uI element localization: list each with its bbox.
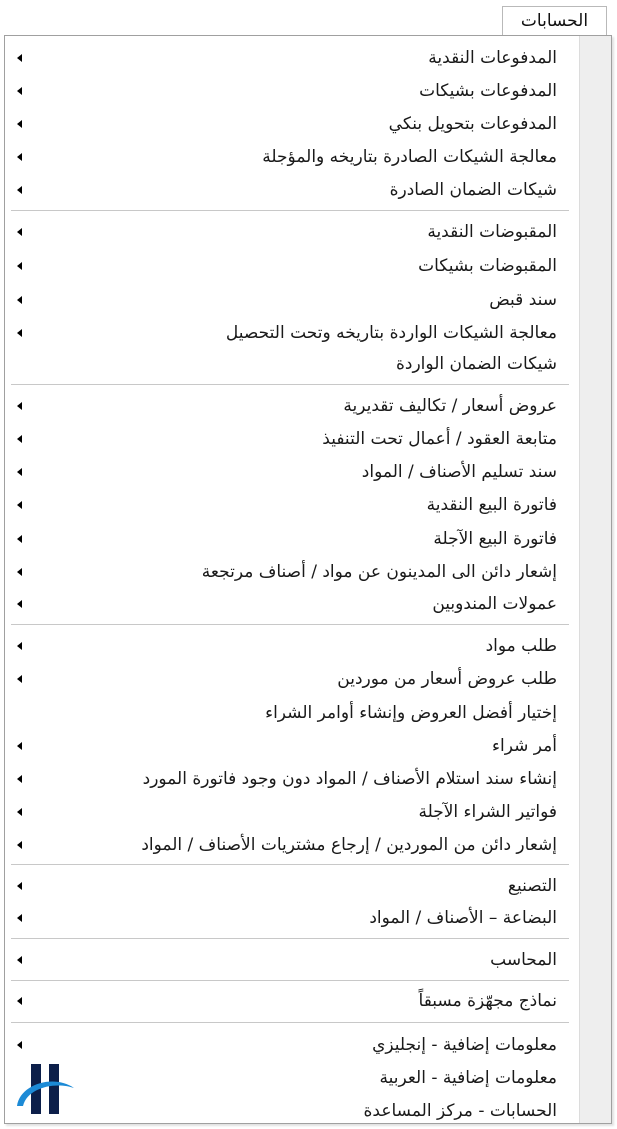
submenu-arrow-icon bbox=[17, 882, 22, 890]
submenu-arrow-icon bbox=[17, 535, 22, 543]
menu-item-label: المدفوعات بتحويل بنكي bbox=[388, 114, 557, 134]
menu-item-select-best-offers[interactable] bbox=[5, 697, 581, 729]
menu-item-cash-payments[interactable] bbox=[5, 42, 581, 74]
submenu-arrow-icon bbox=[17, 956, 22, 964]
submenu-arrow-icon bbox=[17, 675, 22, 683]
submenu-arrow-icon bbox=[17, 228, 22, 236]
submenu-arrow-icon bbox=[17, 153, 22, 161]
menu-item-label: إشعار دائن من الموردين / إرجاع مشتريات الأصناف / المواد bbox=[141, 835, 557, 855]
menu-item-cheque-payments[interactable] bbox=[5, 75, 581, 107]
menu-item-predefined-templates[interactable] bbox=[5, 985, 581, 1017]
submenu-arrow-icon bbox=[17, 87, 22, 95]
menu-item-label: فاتورة البيع النقدية bbox=[426, 495, 557, 515]
menu-item-cash-sales-invoice[interactable] bbox=[5, 489, 581, 521]
menu-item-goods-receipt-note[interactable] bbox=[5, 763, 581, 795]
menu-item-label: فاتورة البيع الآجلة bbox=[433, 529, 557, 549]
menu-item-contracts-follow-up[interactable] bbox=[5, 423, 581, 455]
menu-item-label: معلومات إضافية - العربية bbox=[379, 1068, 557, 1088]
menu-item-label: طلب مواد bbox=[485, 636, 557, 656]
menu-item-help-center[interactable] bbox=[5, 1095, 581, 1127]
menu-item-label: الحسابات - مركز المساعدة bbox=[363, 1101, 557, 1121]
submenu-arrow-icon bbox=[17, 402, 22, 410]
brand-logo-icon bbox=[14, 1062, 76, 1116]
menu-item-label: معالجة الشيكات الصادرة بتاريخه والمؤجلة bbox=[262, 147, 557, 167]
menu-item-label: إنشاء سند استلام الأصناف / المواد دون وجود فاتورة المورد bbox=[142, 769, 557, 789]
menu-item-label: المدفوعات بشيكات bbox=[419, 81, 557, 101]
menu-item-label: عمولات المندوبين bbox=[432, 594, 557, 614]
submenu-arrow-icon bbox=[17, 600, 22, 608]
menu-item-extra-info-arabic[interactable] bbox=[5, 1062, 581, 1094]
submenu-arrow-icon bbox=[17, 435, 22, 443]
menu-item-label: سند قبض bbox=[489, 290, 557, 310]
menu-item-quotations[interactable] bbox=[5, 390, 581, 422]
submenu-arrow-icon bbox=[17, 997, 22, 1005]
menu-item-label: البضاعة – الأصناف / المواد bbox=[369, 908, 557, 928]
menu-item-label: إختيار أفضل العروض وإنشاء أوامر الشراء bbox=[265, 703, 557, 723]
menu-item-label: فواتير الشراء الآجلة bbox=[418, 802, 557, 822]
menu-side-strip bbox=[579, 36, 611, 1123]
submenu-arrow-icon bbox=[17, 262, 22, 270]
menu-item-credit-purchase-invoices[interactable] bbox=[5, 796, 581, 828]
menu-separator bbox=[11, 864, 569, 865]
submenu-arrow-icon bbox=[17, 775, 22, 783]
submenu-arrow-icon bbox=[17, 914, 22, 922]
menu-item-inventory-items[interactable] bbox=[5, 902, 581, 934]
menu-item-receipt-voucher[interactable] bbox=[5, 284, 581, 316]
menu-item-label: شيكات الضمان الصادرة bbox=[389, 180, 557, 200]
submenu-arrow-icon bbox=[17, 120, 22, 128]
submenu-arrow-icon bbox=[17, 742, 22, 750]
menu-item-rfq-suppliers[interactable] bbox=[5, 663, 581, 695]
submenu-arrow-icon bbox=[17, 501, 22, 509]
menu-item-purchase-order[interactable] bbox=[5, 730, 581, 762]
menu-item-label: المقبوضات بشيكات bbox=[418, 256, 557, 276]
menu-item-label: نماذج مجهّزة مسبقاً bbox=[418, 991, 557, 1011]
submenu-arrow-icon bbox=[17, 1041, 22, 1049]
menu-item-label: معلومات إضافية - إنجليزي bbox=[372, 1035, 557, 1055]
menu-item-accountant[interactable] bbox=[5, 944, 581, 976]
menu-item-label: أمر شراء bbox=[492, 736, 557, 756]
menu-item-label: المدفوعات النقدية bbox=[428, 48, 557, 68]
menu-item-label: إشعار دائن الى المدينون عن مواد / أصناف مرتجعة bbox=[201, 562, 557, 582]
menu-item-delivery-note[interactable] bbox=[5, 456, 581, 488]
menu-item-cheque-receipts[interactable] bbox=[5, 250, 581, 282]
submenu-arrow-icon bbox=[17, 808, 22, 816]
submenu-arrow-icon bbox=[17, 296, 22, 304]
menu-item-label: المحاسب bbox=[490, 950, 557, 970]
menu-item-incoming-cheques-processing[interactable] bbox=[5, 317, 581, 349]
menu-item-issued-cheques-processing[interactable] bbox=[5, 141, 581, 173]
menu-separator bbox=[11, 1022, 569, 1023]
submenu-arrow-icon bbox=[17, 642, 22, 650]
menu-separator bbox=[11, 624, 569, 625]
submenu-arrow-icon bbox=[17, 186, 22, 194]
menu-item-label: سند تسليم الأصناف / المواد bbox=[361, 462, 557, 482]
menu-item-label: طلب عروض أسعار من موردين bbox=[337, 669, 557, 689]
submenu-arrow-icon bbox=[17, 568, 22, 576]
menu-separator bbox=[11, 210, 569, 211]
menu-item-label: شيكات الضمان الواردة bbox=[396, 354, 557, 374]
menu-item-extra-info-english[interactable] bbox=[5, 1029, 581, 1061]
menu-item-purchase-returns[interactable] bbox=[5, 829, 581, 861]
menu-item-label: معالجة الشيكات الواردة بتاريخه وتحت التحصيل bbox=[225, 323, 557, 343]
menu-separator bbox=[11, 980, 569, 981]
menu-item-material-request[interactable] bbox=[5, 630, 581, 662]
menu-separator bbox=[11, 938, 569, 939]
menu-item-manufacturing[interactable] bbox=[5, 870, 581, 902]
menu-item-incoming-guarantee-cheques[interactable] bbox=[5, 348, 581, 380]
menu-item-label: متابعة العقود / أعمال تحت التنفيذ bbox=[322, 429, 557, 449]
menu-item-label: التصنيع bbox=[507, 876, 557, 896]
menu-item-bank-transfer-payments[interactable] bbox=[5, 108, 581, 140]
menubar-tab-accounts[interactable]: الحسابات bbox=[502, 6, 607, 35]
submenu-arrow-icon bbox=[17, 54, 22, 62]
menu-item-label: المقبوضات النقدية bbox=[427, 222, 557, 242]
submenu-arrow-icon bbox=[17, 329, 22, 337]
menu-separator bbox=[11, 384, 569, 385]
menu-item-issued-guarantee-cheques[interactable] bbox=[5, 174, 581, 206]
menu-item-sales-commissions[interactable] bbox=[5, 588, 581, 620]
menu-item-credit-sales-invoice[interactable] bbox=[5, 523, 581, 555]
dropdown-menu bbox=[4, 35, 612, 1124]
menu-item-label: عروض أسعار / تكاليف تقديرية bbox=[343, 396, 557, 416]
menu-item-credit-note-debtors[interactable] bbox=[5, 556, 581, 588]
submenu-arrow-icon bbox=[17, 841, 22, 849]
menu-item-cash-receipts[interactable] bbox=[5, 216, 581, 248]
submenu-arrow-icon bbox=[17, 468, 22, 476]
